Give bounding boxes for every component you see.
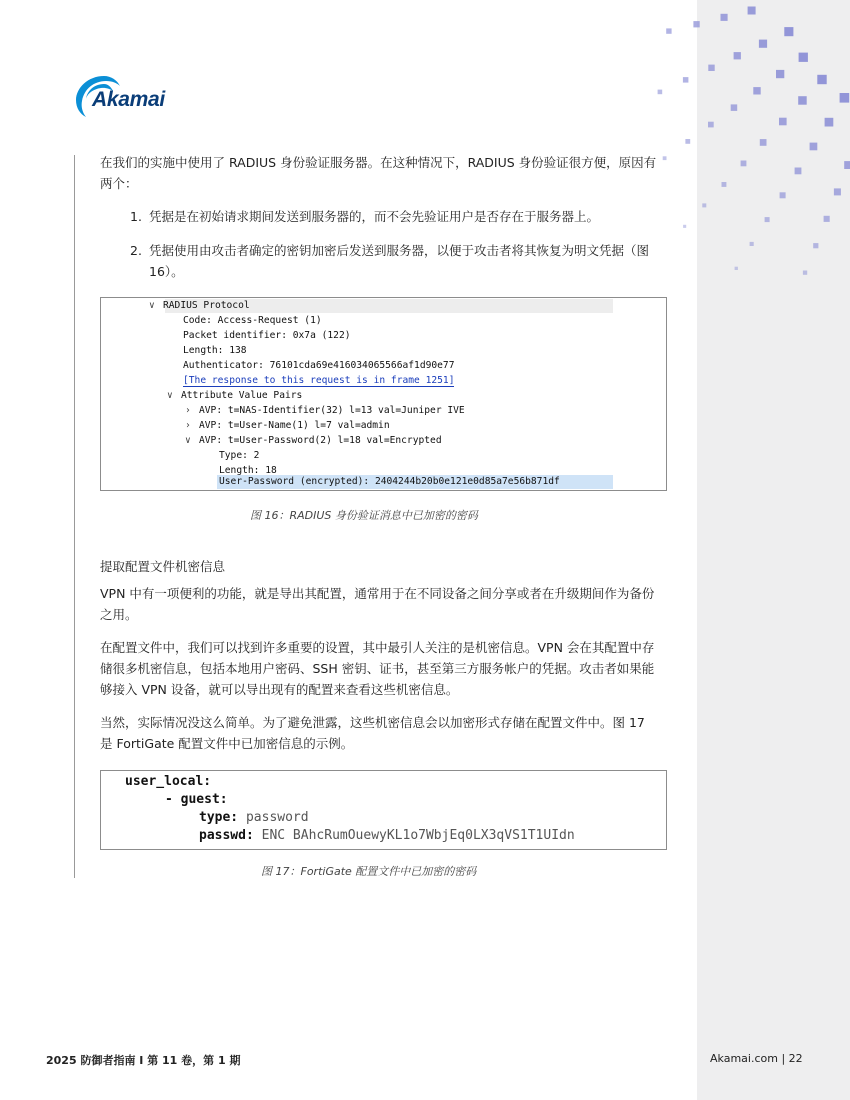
content-left-rule: [74, 155, 75, 878]
chevron-down-icon[interactable]: ∨: [167, 390, 173, 401]
decorative-dot: [722, 182, 727, 187]
decorative-dot: [776, 70, 784, 78]
decorative-dot: [840, 93, 850, 103]
decorative-dot: [663, 156, 667, 160]
decorative-dot: [731, 104, 738, 111]
intro-paragraph: 在我们的实施中使用了 RADIUS 身份验证服务器。在这种情况下，RADIUS 身份验证很方便，原因有两个：: [100, 155, 657, 191]
tree-row-avp[interactable]: › AVP: t=NAS-Identifier(32) l=13 val=Juniper IVE: [185, 405, 465, 416]
tree-row-radius-protocol[interactable]: ∨ RADIUS Protocol: [149, 300, 250, 311]
tree-row[interactable]: Type: 2: [219, 450, 260, 461]
footer-publication: 2025 防御者指南 I 第 11 卷，第 1 期: [46, 1054, 241, 1067]
chevron-right-icon[interactable]: ›: [185, 420, 191, 431]
decorative-dot: [834, 188, 841, 195]
response-frame-link[interactable]: [The response to this request is in frame 1251]: [183, 375, 455, 386]
decorative-dot: [693, 21, 699, 27]
decorative-dot: [779, 118, 787, 126]
list-text: 凭据使用由攻击者确定的密钥加密后发送到服务器，以便于攻击者将其恢复为明文凭据（图 16）。: [149, 243, 650, 279]
figure-17-fortigate-config: [100, 770, 667, 850]
config-line-encrypted-password: passwd: ENC BAhcRumOuewyKL1o7WbjEq0LX3qVS1T1UIdn: [199, 828, 575, 843]
chevron-right-icon[interactable]: ›: [185, 405, 191, 416]
decorative-dot: [798, 96, 807, 105]
list-number: 2.: [130, 243, 142, 258]
figure-17-caption: 图 17：FortiGate 配置文件中已加密的密码: [261, 865, 477, 878]
decorative-dot: [799, 53, 808, 62]
decorative-dot: [708, 122, 714, 128]
body-paragraph: 当然，实际情况没这么简单。为了避免泄露，这些机密信息会以加密形式存储在配置文件中。图 17 是 FortiGate 配置文件中已加密信息的示例。: [100, 715, 645, 751]
tree-row-avp[interactable]: › AVP: t=User-Name(1) l=7 val=admin: [185, 420, 390, 431]
decorative-dot: [784, 27, 793, 36]
figure-16-caption: 图 16：RADIUS 身份验证消息中已加密的密码: [250, 509, 478, 522]
akamai-logo-text: Akamai: [92, 88, 165, 111]
tree-row[interactable]: Authenticator: 76101cda69e416034065566af1d90e77: [183, 360, 455, 371]
tree-row[interactable]: Packet identifier: 0x7a (122): [183, 330, 351, 341]
chevron-down-icon[interactable]: ∨: [149, 300, 155, 311]
decorative-dot: [666, 28, 671, 33]
tree-row[interactable]: Length: 138: [183, 345, 247, 356]
decorative-dot: [721, 14, 728, 21]
decorative-dot: [824, 216, 830, 222]
decorative-dot: [760, 139, 767, 146]
list-item: [130, 206, 665, 227]
decorative-dot: [765, 217, 770, 222]
decorative-dot: [734, 52, 741, 59]
chevron-down-icon[interactable]: ∨: [185, 435, 191, 446]
tree-row-avp-group[interactable]: ∨ Attribute Value Pairs: [167, 390, 303, 401]
list-number: 1.: [130, 209, 142, 224]
decorative-dot: [844, 161, 850, 169]
config-line: - guest:: [165, 792, 228, 807]
list-item: [130, 240, 665, 282]
list-text: 凭据是在初始请求期间发送到服务器的，而不会先验证用户是否存在于服务器上。: [149, 209, 600, 224]
decorative-dot: [795, 168, 802, 175]
tree-row[interactable]: Code: Access-Request (1): [183, 315, 322, 326]
decorative-dot: [735, 267, 738, 270]
decorative-dot: [748, 7, 756, 15]
decorative-dot: [741, 161, 747, 167]
tree-row-avp[interactable]: ∨ AVP: t=User-Password(2) l=18 val=Encrypted: [185, 435, 442, 446]
decorative-dot: [683, 77, 689, 83]
decorative-dot: [753, 87, 760, 94]
tree-row-selected[interactable]: User-Password (encrypted): 2404244b20b0e121e0d85a7e56b871df: [219, 476, 560, 487]
decorative-dot: [702, 203, 706, 207]
decorative-dot: [810, 143, 818, 151]
decorative-dot: [658, 90, 663, 95]
body-paragraph: VPN 中有一项便利的功能，就是导出其配置，通常用于在不同设备之间分享或者在升级期间作为备份之用。: [100, 586, 655, 622]
body-paragraph: 在配置文件中，我们可以找到许多重要的设置，其中最引人关注的是机密信息。VPN 会在其配置中存储很多机密信息，包括本地用户密码、SSH 密钥、证书，甚至第三方服务帐户的凭据。攻击者如果能够接入 VPN 设备，就可以导出现有的配置来查看这些机密信息。: [100, 640, 655, 697]
decorative-dot: [813, 243, 818, 248]
decorative-dot: [825, 118, 834, 127]
decorative-dot: [683, 225, 686, 228]
decorative-dot: [750, 242, 754, 246]
figure-16-radius-packet: [100, 297, 667, 491]
tree-row[interactable]: Length: 18: [219, 465, 277, 476]
config-line: user_local:: [125, 774, 212, 789]
config-line: type: password: [199, 810, 309, 825]
decorative-dot: [759, 40, 767, 48]
decorative-dot: [685, 139, 690, 144]
decorative-dot: [780, 192, 786, 198]
section-heading: 提取配置文件机密信息: [100, 559, 226, 574]
decorative-dot: [803, 271, 807, 275]
decorative-dot: [817, 75, 826, 84]
footer-page-info: Akamai.com | 22: [710, 1052, 803, 1065]
decorative-dot: [708, 65, 714, 71]
